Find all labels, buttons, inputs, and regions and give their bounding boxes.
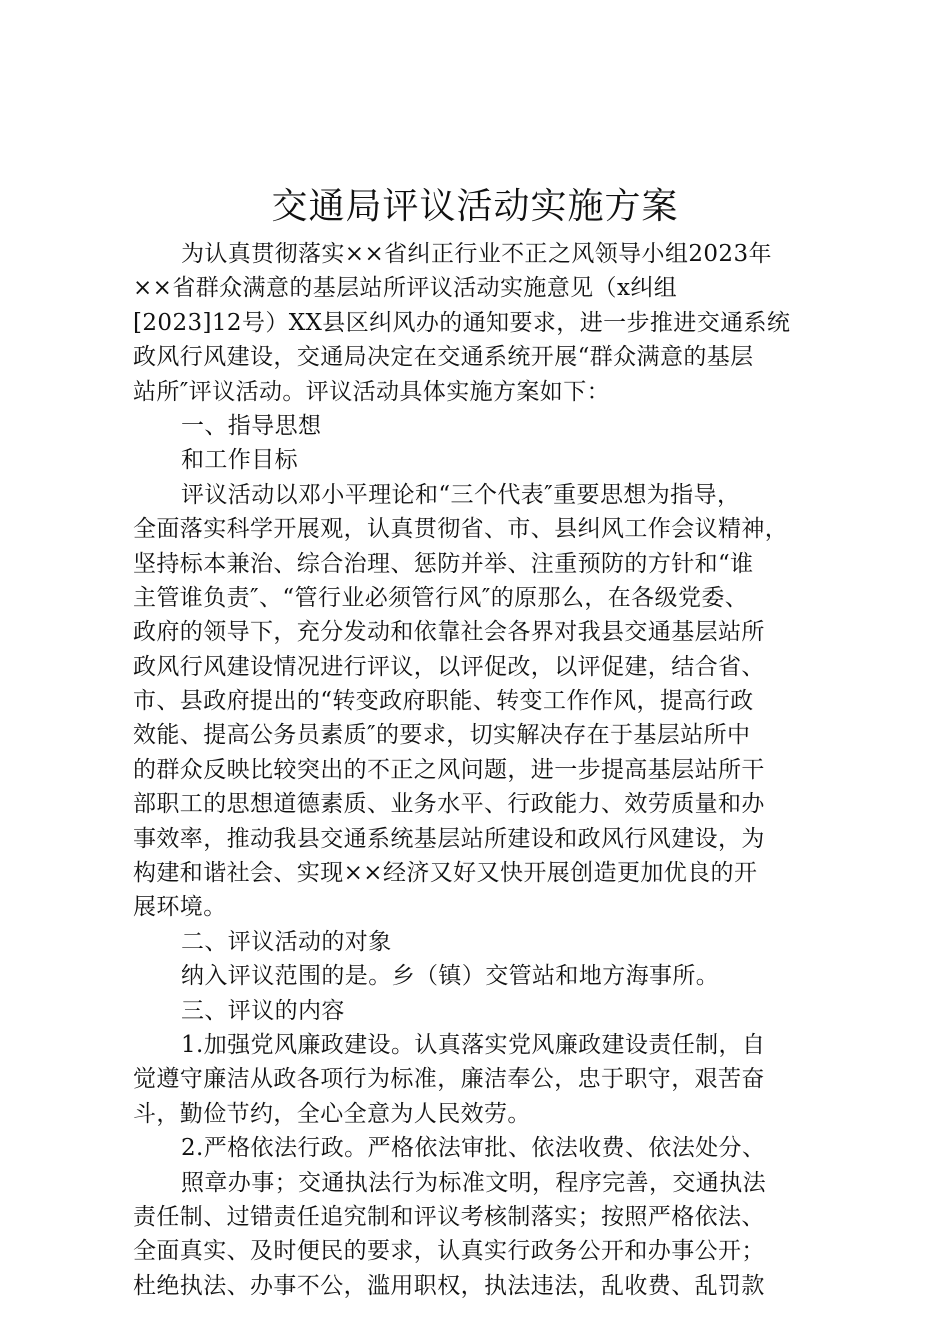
- body-line: 部职工的思想道德素质、业务水平、行政能力、效劳质量和办: [133, 791, 765, 818]
- body-line: 政府的领导下，充分发动和依靠社会各界对我县交通基层站所: [133, 619, 765, 646]
- body-line: 构建和谐社会、实现××经济又好又快开展创造更加优良的开: [133, 860, 758, 887]
- body-line: 斗，勤俭节约，全心全意为人民效劳。: [133, 1100, 531, 1127]
- body-line: ××省群众满意的基层站所评议活动实施意见（x纠组: [133, 275, 678, 302]
- body-line: [2023]12号）XX县区纠风办的通知要求，进一步推进交通系统: [133, 309, 791, 336]
- body-line: 的群众反映比较突出的不正之风问题，进一步提高基层站所干: [133, 756, 765, 783]
- body-line: 评议活动以邓小平理论和“三个代表″重要思想为指导，: [181, 481, 741, 508]
- body-line: 杜绝执法、办事不公，滥用职权，执法违法，乱收费、乱罚款: [133, 1272, 765, 1299]
- body-line: 政风行风建设情况进行评议，以评促改，以评促建，结合省、: [133, 653, 765, 680]
- body-line: 市、县政府提出的“转变政府职能、转变工作作风，提高行政: [133, 688, 754, 715]
- document-title: 交通局评议活动实施方案: [271, 186, 679, 227]
- section-heading: 一、指导思想: [181, 412, 322, 439]
- body-line: 觉遵守廉洁从政各项行为标准，廉洁奉公，忠于职守，艰苦奋: [133, 1066, 765, 1093]
- body-line: 为认真贯彻落实××省纠正行业不正之风领导小组2023年: [181, 241, 772, 267]
- body-line: 1.加强党风廉政建设。认真落实党风廉政建设责任制，自: [181, 1031, 766, 1058]
- body-line: 事效率，推动我县交通系统基层站所建设和政风行风建设，为: [133, 825, 765, 852]
- section-heading: 和工作目标: [181, 447, 298, 474]
- body-line: 站所″评议活动。评议活动具体实施方案如下：: [133, 378, 610, 405]
- section-heading: 二、评议活动的对象: [181, 928, 392, 955]
- section-heading: 三、评议的内容: [181, 997, 345, 1024]
- body-line: 展环境。: [133, 894, 227, 921]
- document-body: [133, 237, 823, 1303]
- body-line: 坚持标本兼治、综合治理、惩防并举、注重预防的方针和“谁: [133, 550, 754, 577]
- body-line: 责任制、过错责任追究制和评议考核制落实；按照严格依法、: [133, 1203, 765, 1230]
- body-line: 政风行风建设，交通局决定在交通系统开展“群众满意的基层: [133, 344, 754, 371]
- body-line: 照章办事；交通执法行为标准文明，程序完善，交通执法: [181, 1169, 766, 1196]
- body-line: 全面真实、及时便民的要求，认真实行政务公开和办事公开；: [133, 1238, 765, 1265]
- body-line: 纳入评议范围的是。乡（镇）交管站和地方海事所。: [181, 963, 720, 990]
- body-line: 效能、提高公务员素质″的要求，切实解决存在于基层站所中: [133, 722, 751, 749]
- body-line: 2.严格依法行政。严格依法审批、依法收费、依法处分、: [181, 1135, 766, 1162]
- body-line: 全面落实科学开展观，认真贯彻省、市、县纠风工作会议精神，: [133, 516, 789, 543]
- body-line: 主管谁负责″、“管行业必须管行风″的原那么，在各级党委、: [133, 584, 749, 611]
